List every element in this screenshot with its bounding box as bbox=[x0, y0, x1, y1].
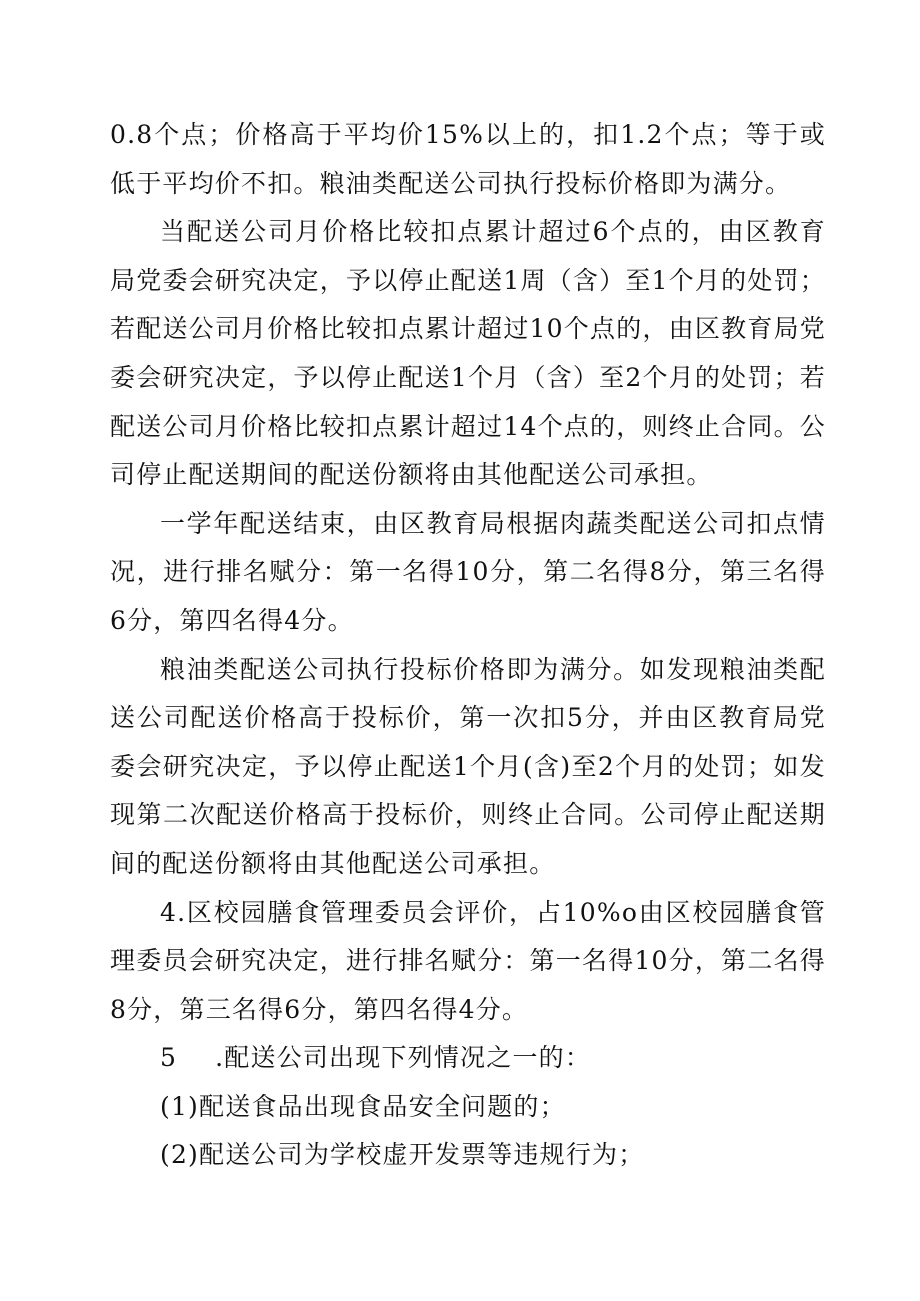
item-5-heading bbox=[110, 1034, 826, 1083]
paragraph-grain-oil-rules: 粮油类配送公司执行投标价格即为满分。如发现粮油类配送公司配送价格高于投标价，第一次扣5分，并由区教育局党委会研究决定，予以停止配送1个月(含)至2个月的处罚；如发现第二次配送价格高于投标价，则终止合同。公司停止配送期间的配送份额将由其他配送公司承担。 bbox=[110, 654, 826, 878]
item-5-number: 5 bbox=[160, 1043, 178, 1073]
paragraph-price-deduction-continuation: 0.8个点；价格高于平均价15%以上的，扣1.2个点；等于或低于平均价不扣。粮油类配送公司执行投标价格即为满分。 bbox=[110, 120, 826, 198]
paragraph-annual-ranking: 一学年配送结束，由区教育局根据肉蔬类配送公司扣点情况，进行排名赋分：第一名得10分，第二名得8分，第三名得6分，第四名得4分。 bbox=[110, 508, 826, 635]
subitem-2: (2)配送公司为学校虚开发票等违规行为； bbox=[160, 1140, 645, 1170]
paragraph-committee-evaluation: 4.区校园膳食管理委员会评价，占10%o由区校园膳食管理委员会研究决定，进行排名赋分：第一名得10分，第二名得8分，第三名得6分，第四名得4分。 bbox=[110, 897, 826, 1024]
subitem-1: (1)配送食品出现食品安全问题的； bbox=[160, 1091, 566, 1121]
paragraph-monthly-penalties: 当配送公司月价格比较扣点累计超过6个点的，由区教育局党委会研究决定，予以停止配送1周（含）至1个月的处罚；若配送公司月价格比较扣点累计超过10个点的，由区教育局党委会研究决定，予以停止配送1个月（含）至2个月的处罚；若配送公司月价格比较扣点累计超过14个点的，则终止合同。公司停止配送期间的配送份额将由其他配送公司承担。 bbox=[110, 217, 826, 490]
item-5-text: .配送公司出现下列情况之一的： bbox=[215, 1043, 592, 1073]
document-body bbox=[110, 111, 826, 1180]
